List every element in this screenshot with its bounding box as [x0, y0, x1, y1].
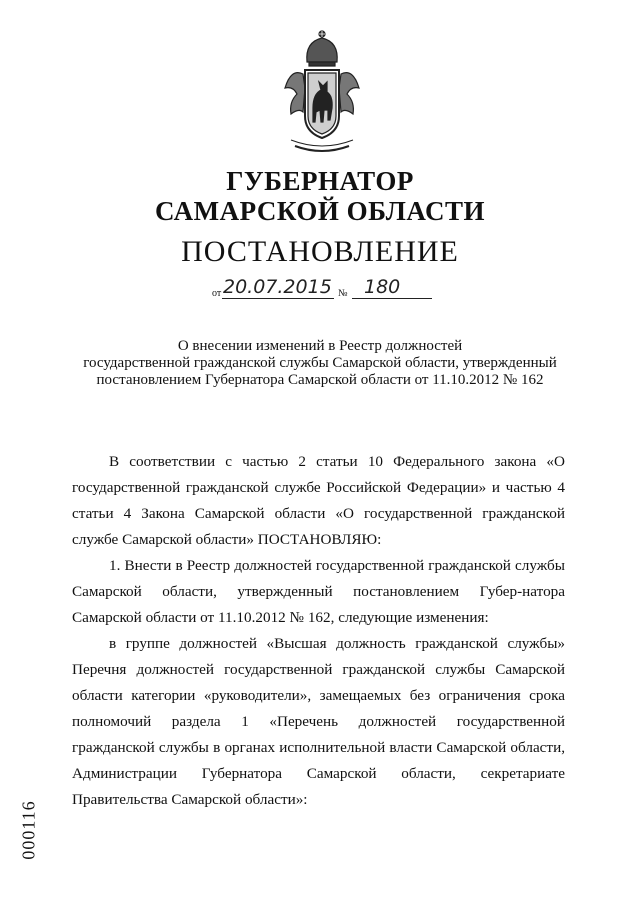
number-prefix: № — [338, 288, 348, 299]
number-underline — [352, 298, 432, 299]
subject-line: постановлением Губернатора Самарской области от 11.10.2012 № 162 — [96, 372, 544, 388]
serial-number — [14, 790, 44, 870]
document-date: 20.07.2015 — [223, 276, 332, 298]
date-prefix: от — [212, 288, 222, 299]
body-paragraph: В соответствии с частью 2 статьи 10 Федерального закона «О государственной гражданской службе Российской Федерации» и частью 4 статьи 4 Закона Самарской области «О государственной гражданской службе Самарской области» ПОСТАНОВЛЯЮ: — [72, 453, 565, 548]
document-number: 180 — [364, 276, 401, 298]
coat-of-arms-icon — [283, 28, 361, 158]
date-underline — [222, 298, 334, 299]
document-subject — [0, 338, 640, 389]
authority-title: ГУБЕРНАТОР — [226, 166, 414, 196]
body-paragraph: 1. Внести в Реестр должностей государственной гражданской службы Самарской области, утвержденный постановлением Губер-натора Самарской области от 11.10.2012 № 162, следующие изменения: — [72, 557, 565, 626]
authority-region: САМАРСКОЙ ОБЛАСТИ — [154, 196, 486, 226]
subject-line: О внесении изменений в Реестр должностей — [177, 338, 463, 354]
serial-number-text: 000116 — [18, 800, 39, 860]
date-number-line — [212, 276, 442, 302]
document-body — [72, 449, 565, 813]
document-type: ПОСТАНОВЛЕНИЕ — [181, 235, 459, 268]
body-paragraph: в группе должностей «Высшая должность гражданской службы» Перечня должностей государственной гражданской службы Самарской области категории «руководители», замещаемых без ограничения срока полномочий раздела 1 «Перечень должностей государственной гражданской службы в органах исполнительной власти Самарской области, Администрации Губернатора Самарской области, секретариате Правительства Самарской области»: — [72, 635, 565, 808]
subject-line: государственной гражданской службы Самарской области, утвержденный — [83, 355, 557, 371]
